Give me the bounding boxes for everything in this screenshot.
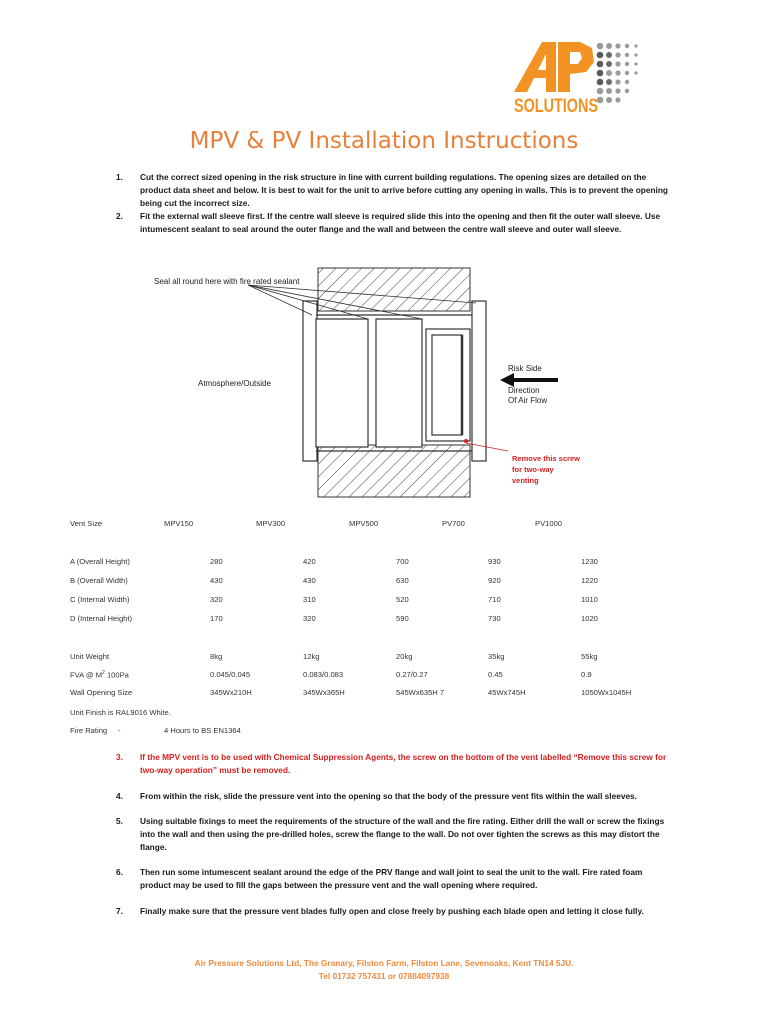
step-text: Using suitable fixings to meet the requirements of the structure of the wall and the fire rating. Either drill the wall or screw the fixings into the wall and then using the pre-drilled holes, screw the flange to the wall. Do not over tighten the screws as this may distort the flange. (140, 816, 665, 852)
step-number: 6. (116, 867, 123, 877)
table-cell: 520 (396, 595, 409, 604)
row-label: C (Internal Width) (70, 595, 130, 604)
step-6 (0, 866, 768, 894)
table-cell: 35kg (488, 652, 505, 661)
row-label: Unit Weight (70, 652, 110, 661)
header-cell: MPV150 (164, 519, 194, 528)
table-cell: 320 (210, 595, 223, 604)
step-number: 3. (116, 752, 123, 762)
table-cell: 430 (210, 576, 223, 585)
step-3 (0, 751, 768, 779)
table-cell: 345Wx210H (210, 688, 252, 697)
step-5 (0, 815, 768, 855)
table-cell: 1020 (581, 614, 598, 623)
screw-note-2: for two-way (512, 465, 554, 474)
table-cell: 45Wx745H (488, 688, 526, 697)
header-cell: PV1000 (535, 519, 563, 528)
fire-rating-value: 4 Hours to BS EN1364 (164, 726, 241, 735)
screw-note-3: venting (512, 476, 539, 485)
direction-label: Direction (508, 386, 540, 395)
step-text: If the MPV vent is to be used with Chemical Suppression Agents, the screw on the bottom of the vent labelled “Remove this screw for two-way operation” must be removed. (140, 752, 667, 775)
table-cell: 0.083/0.083 (303, 670, 344, 679)
step-text: Cut the correct sized opening in the risk structure in line with current building regulations. The opening sizes are detailed on the product data sheet and below. It is best to wait for the unit to arrive before cutting any opening in walls. This is to prevent the opening being cut the incorrect size. (140, 172, 668, 208)
table-cell: 55kg (581, 652, 598, 661)
table-cell: 630 (396, 576, 409, 585)
table-cell: 730 (488, 614, 501, 623)
row-label: B (Overall Width) (70, 576, 128, 585)
step-text: Then run some intumescent sealant around the edge of the PRV flange and wall joint to seal the unit to the wall. Fire rated foam product may be used to fill the gaps between the pressure vent and the wall opening where required. (140, 867, 643, 890)
footer-phone: Tel 01732 757431 or 07884097938 (318, 971, 450, 981)
fva-superscript: 2 (102, 670, 105, 676)
step-number: 1. (116, 172, 123, 182)
table-cell: 8kg (210, 652, 223, 661)
logo-text: SOLUTIONS (514, 96, 598, 117)
table-cell: 170 (210, 614, 223, 623)
table-cell: 1050Wx1045H (581, 688, 632, 697)
page-title: MPV & PV Installation Instructions (189, 128, 579, 154)
table-cell: 920 (488, 576, 501, 585)
table-cell: 1010 (581, 595, 598, 604)
header-label: Vent Size (70, 519, 103, 528)
table-cell: 1230 (581, 557, 598, 566)
header-cell: PV700 (442, 519, 465, 528)
fva-suffix: 100Pa (104, 670, 129, 680)
fire-rating-label: Fire Rating (70, 726, 108, 735)
step-text: Fit the external wall sleeve first. If the centre wall sleeve is required slide this into the opening and then fit the outer wall sleeve. Use intumescent sealant to seal around the outer flange and the wall and between the centre wall sleeve and outer wall sleeve. (140, 211, 661, 234)
fva-label: FVA @ M (70, 670, 103, 680)
row-label: Wall Opening Size (70, 688, 133, 697)
table-cell: 590 (396, 614, 409, 623)
table-cell: 0.45 (488, 670, 503, 679)
row-label: D (Internal Height) (70, 614, 133, 623)
table-cell: 710 (488, 595, 501, 604)
table-cell: 0.9 (581, 670, 592, 679)
fire-rating-dash: - (118, 726, 121, 735)
step-number: 4. (116, 791, 123, 801)
step-4 (0, 790, 768, 805)
table-cell: 0.27/0.27 (396, 670, 428, 679)
seal-label: Seal all round here with fire rated sealant (154, 277, 300, 286)
table-cell: 20kg (396, 652, 413, 661)
table-cell: 430 (303, 576, 316, 585)
footer-address: Air Pressure Solutions Ltd, The Granary, Filston Farm, Filston Lane, Sevenoaks, Kent TN14 5JU. (194, 958, 574, 968)
risk-side-label: Risk Side (508, 364, 542, 373)
step-number: 7. (116, 906, 123, 916)
step-7 (0, 905, 768, 920)
table-cell: 700 (396, 557, 409, 566)
row-label (70, 670, 129, 680)
table-cell: 280 (210, 557, 223, 566)
table-cell: 0.045/0.045 (210, 670, 251, 679)
table-cell: 320 (303, 614, 316, 623)
table-cell: 1220 (581, 576, 598, 585)
header-cell: MPV300 (256, 519, 286, 528)
air-flow-label: Of Air Flow (508, 396, 548, 405)
table-cell: 345Wx365H (303, 688, 345, 697)
table-cell: 420 (303, 557, 316, 566)
atmosphere-label: Atmosphere/Outside (198, 379, 271, 388)
table-cell: 930 (488, 557, 501, 566)
header-cell: MPV500 (349, 519, 379, 528)
step-number: 5. (116, 816, 123, 826)
table-cell: 310 (303, 595, 316, 604)
table-cell: 12kg (303, 652, 320, 661)
table-cell: 545Wx635H 7 (396, 688, 445, 697)
row-label: A (Overall Height) (70, 557, 130, 566)
screw-note-1: Remove this screw (512, 454, 580, 463)
step-text: From within the risk, slide the pressure vent into the opening so that the body of the pressure vent fits within the wall sleeves. (140, 791, 637, 801)
step-text: Finally make sure that the pressure vent blades fully open and close freely by pushing each blade open and letting it close fully. (140, 906, 644, 916)
step-number: 2. (116, 211, 123, 221)
unit-finish: Unit Finish is RAL9016 White. (70, 708, 171, 717)
